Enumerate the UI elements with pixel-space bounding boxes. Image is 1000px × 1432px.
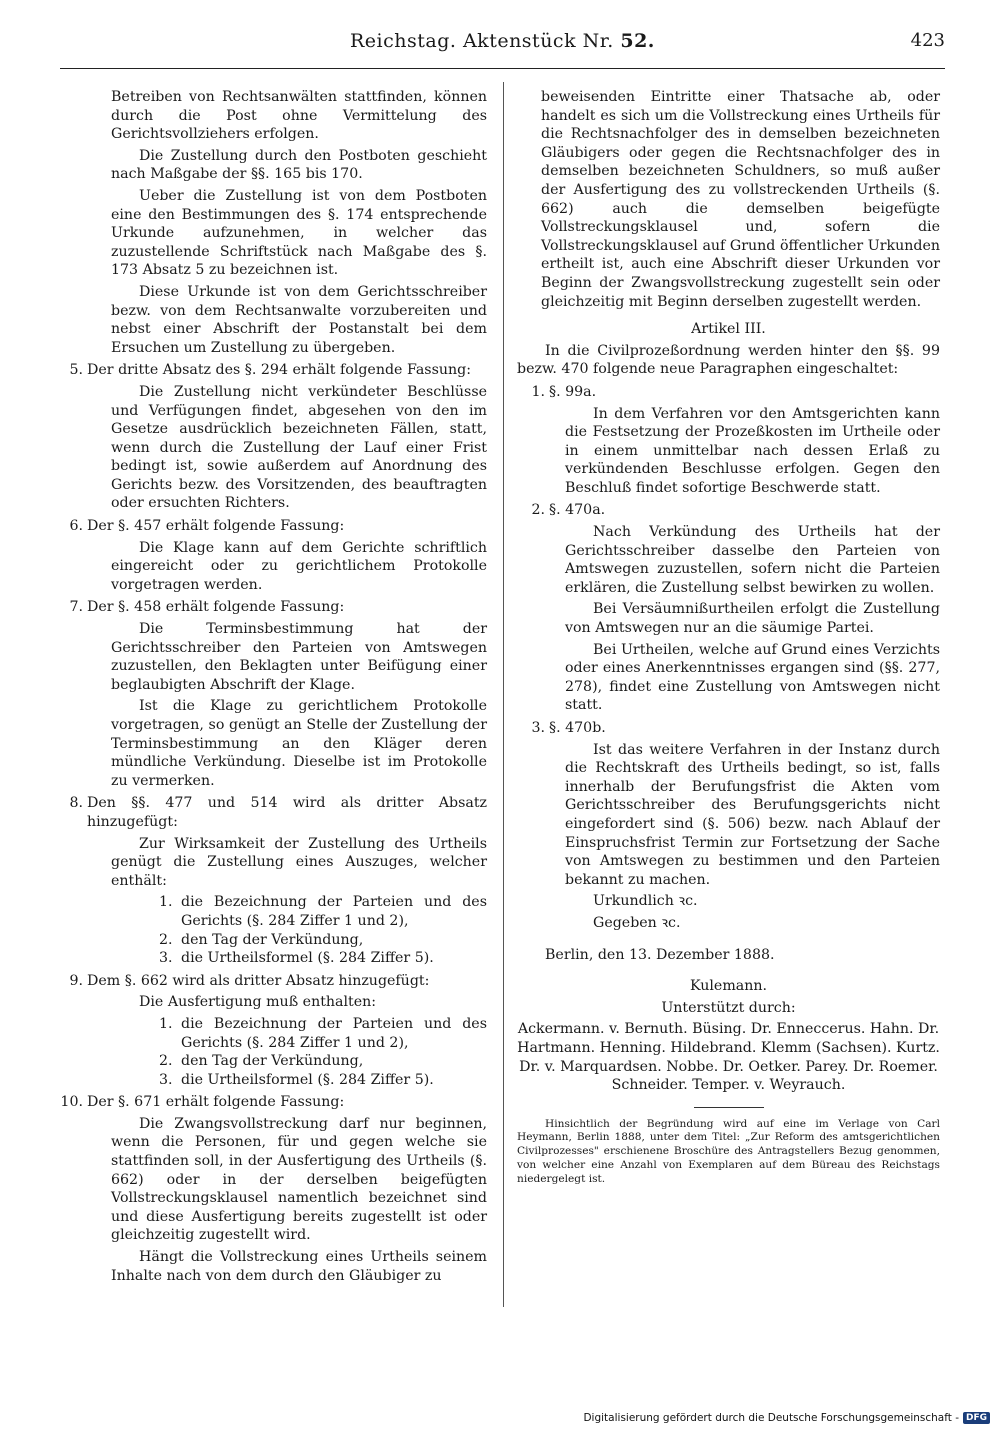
item-number: 8. <box>69 795 83 812</box>
closing-formula: Urkundlich ꝛc. <box>593 893 698 910</box>
item-heading: Den §§. 477 und 514 wird als dritter Absatz hinzugefügt: <box>87 795 487 830</box>
document-number: 52. <box>620 30 655 52</box>
item-body: Die Terminsbestimmung hat der Gerichtsschreiber den Parteien von Amtswegen zuzustellen, den Beklagten unter Beifügung einer beglaubigten Abschrift der Klage. <box>111 621 487 693</box>
item-heading: §. 99a. <box>549 383 597 400</box>
paragraph: Ueber die Zustellung ist von dem Postboten eine den Bestimmungen des §. 174 entsprechende Urkunde aufzunehmen, in welcher das zuzustellende Schriftstück nach Maßgabe des §. 173 Absatz 5 zu bezeichnen ist. <box>111 187 487 279</box>
list-text: die Bezeichnung der Parteien und des Gerichts (§. 284 Ziffer 1 und 2), <box>181 1015 487 1051</box>
article-intro: In die Civilprozeßordnung werden hinter den §§. 99 bezw. 470 folgende neue Paragraphen eingeschaltet: <box>517 342 940 378</box>
item-number: 7. <box>69 599 83 616</box>
right-column <box>517 88 940 1197</box>
item-body: Hängt die Vollstreckung eines Urtheils seinem Inhalte nach von dem durch den Gläubiger zu <box>111 1249 487 1284</box>
article-item-6 <box>55 517 487 594</box>
article-heading: Artikel III. <box>691 321 766 338</box>
left-column <box>55 88 487 1288</box>
paragraph: Betreiben von Rechtsanwälten stattfinden, können durch die Post ohne Vermittelung des Gerichtsvollziehers erfolgen. <box>111 89 487 143</box>
paragraph-item-2 <box>517 501 940 715</box>
article-item-9 <box>55 972 487 1090</box>
item-heading: Dem §. 662 wird als dritter Absatz hinzugefügt: <box>87 972 430 989</box>
list-number: 2. <box>159 931 173 948</box>
item-number: 9. <box>69 972 83 989</box>
list-text: den Tag der Verkündung, <box>181 1053 364 1070</box>
item-heading: Der §. 458 erhält folgende Fassung: <box>87 599 345 616</box>
list-number: 1. <box>159 1015 173 1032</box>
item-heading: Der §. 671 erhält folgende Fassung: <box>87 1094 345 1111</box>
supported-by-label: Unterstützt durch: <box>661 999 796 1016</box>
item-number: 5. <box>69 362 83 379</box>
paragraph: Diese Urkunde ist von dem Gerichtsschreiber bezw. von dem Rechtsanwalte vorzubereiten und nebst einer Abschrift der Postanstalt bei dem Ersuchen um Zustellung zu übergeben. <box>111 283 487 356</box>
item-body: Bei Urtheilen, welche auf Grund eines Verzichts oder eines Anerkenntnisses ergangen sind (§§. 277, 278), findet eine Zustellung von Amtswegen nicht statt. <box>565 641 940 714</box>
item-number: 3. <box>531 720 545 736</box>
footnote: Hinsichtlich der Begründung wird auf eine im Verlage von Carl Heymann, Berlin 1888, unter dem Titel: „Zur Reform des amtsgerichtlichen Civilprozesses" erschienene Broschüre des Antragstellers Bezug genommen, von welcher eine Anzahl von Exemplaren auf dem Büreau des Reichstags niedergelegt ist. <box>517 1117 940 1185</box>
article-item-8 <box>55 794 487 967</box>
item-body: Ist das weitere Verfahren in der Instanz durch die Rechtskraft des Urtheils bedingt, so ist, falls innerhalb der Berufungsfrist die Akten vom Gerichtsschreiber des Berufungsgerichts nicht eingefordert sind (§. 506) bezw. nach Ablauf der Einspruchsfrist Termin zur Fortsetzung der Sache von Amtswegen zu bestimmen und den Parteien bekannt zu machen. <box>565 741 940 888</box>
item-body: Bei Versäumnißurtheilen erfolgt die Zustellung von Amtswegen nur an die säumige Partei. <box>565 601 940 637</box>
closing-formula: Gegeben ꝛc. <box>593 914 681 931</box>
article-item-7 <box>55 598 487 790</box>
list-text: die Urtheilsformel (§. 284 Ziffer 5). <box>181 1071 434 1088</box>
date-line: Berlin, den 13. Dezember 1888. <box>545 946 775 963</box>
list-number: 2. <box>159 1053 173 1070</box>
column-divider <box>503 82 504 1307</box>
item-heading: §. 470a. <box>549 502 606 519</box>
item-body: Zur Wirksamkeit der Zustellung des Urtheils genügt die Zustellung eines Auszuges, welcher enthält: <box>111 835 487 889</box>
item-number: 6. <box>69 518 83 535</box>
item-body: Die Ausfertigung muß enthalten: <box>139 994 377 1011</box>
item-heading: §. 470b. <box>549 720 606 736</box>
page-header <box>60 30 945 60</box>
paragraph-item-1 <box>517 383 940 498</box>
list-item <box>159 931 487 950</box>
item-heading: Der §. 457 erhält folgende Fassung: <box>87 518 345 535</box>
footnote-rule <box>694 1107 764 1108</box>
signer-name: Kulemann. <box>689 978 768 995</box>
item-body: Ist die Klage zu gerichtlichem Protokolle vorgetragen, so genügt an Stelle der Zustellung der Terminsbestimmung an den Kläger deren mündliche Verkündung. Dieselbe ist im Protokolle zu vermerken. <box>111 698 487 789</box>
digitization-credit <box>583 1412 990 1424</box>
list-item <box>159 949 487 968</box>
item-body: In dem Verfahren vor den Amtsgerichten kann die Festsetzung der Prozeßkosten im Urtheile oder in einem unmittelbar nach dessen Erlaß zu verkündenden Beschlusse erfolgen. Gegen den Beschluß findet sofortige Beschwerde statt. <box>565 405 940 496</box>
item-number: 1. <box>531 383 545 400</box>
paragraph: Die Zustellung durch den Postboten geschieht nach Maßgabe der §§. 165 bis 170. <box>111 147 487 183</box>
list-text: den Tag der Verkündung, <box>181 931 364 948</box>
article-item-10 <box>55 1093 487 1285</box>
item-heading: Der dritte Absatz des §. 294 erhält folgende Fassung: <box>87 362 471 379</box>
item-body: Nach Verkündung des Urtheils hat der Gerichtsschreiber dasselbe den Parteien von Amtswegen zuzustellen, sofern nicht die Parteien erklären, die Zustellung selbst bewirken zu wollen. <box>565 524 940 596</box>
header-rule <box>60 68 945 69</box>
supporter-list: Ackermann. v. Bernuth. Büsing. Dr. Enneccerus. Hahn. Dr. Hartmann. Henning. Hildebrand. Klemm (Sachsen). Kurtz. Dr. v. Marquardsen. Nobbe. Dr. Oetker. Parey. Dr. Roemer. Schneider. Temper. v. Weyrauch. <box>517 1021 940 1094</box>
item-number: 2. <box>531 502 545 519</box>
list-number: 3. <box>159 950 173 967</box>
item-body: Die Zustellung nicht verkündeter Beschlüsse und Verfügungen findet, abgesehen von den im Gesetze ausdrücklich bezeichneten Fällen, statt, wenn durch die Zustellung der Lauf einer Frist bedingt ist, sowie außerdem auf Anordnung des Gerichts bezw. des Vorsitzenden, des beauftragten oder ersuchten Richters. <box>111 383 487 512</box>
list-item <box>159 1015 487 1052</box>
item-number: 10. <box>60 1094 83 1111</box>
continued-paragraph: beweisenden Eintritte einer Thatsache ab, oder handelt es sich um die Vollstreckung eines Urtheils für die Rechtsnachfolger des in demselben bezeichneten Gläubigers oder gegen die Rechtsnachfolger des in demselben bezeichneten Schuldners, so muß außer der Ausfertigung des zu vollstreckenden Urtheils (§. 662) auch die demselben beigefügte Vollstreckungsklausel und, sofern die Vollstreckungsklausel auf Grund öffentlicher Urkunden ertheilt ist, auch eine Abschrift dieser Urkunden vor Beginn der Zwangsvollstreckung zugestellt sein oder gleichzeitig mit Beginn derselben zugestellt werden. <box>541 89 940 310</box>
item-body: Die Klage kann auf dem Gerichte schriftlich eingereicht oder zu gerichtlichem Protokolle vorgetragen werden. <box>111 539 487 593</box>
list-number: 3. <box>159 1071 173 1088</box>
article-item-5 <box>55 361 487 513</box>
list-item <box>159 893 487 930</box>
running-title <box>350 30 655 52</box>
page-number: 423 <box>910 30 945 51</box>
paragraph-item-3 <box>517 719 940 933</box>
list-text: die Bezeichnung der Parteien und des Gerichts (§. 284 Ziffer 1 und 2), <box>181 894 487 929</box>
list-item <box>159 1071 487 1090</box>
list-item <box>159 1052 487 1071</box>
intro-block <box>55 88 487 357</box>
running-title-text: Reichstag. Aktenstück Nr. <box>350 30 614 52</box>
item-body: Die Zwangsvollstreckung darf nur beginnen, wenn die Personen, für und gegen welche sie stattfinden soll, in der Ausfertigung des Urtheils (§. 662) oder in der derselben beigefügten Vollstreckungsklausel namentlich bezeichnet sind und diese Ausfertigung bereits zugestellt ist oder gleichzeitig zugestellt wird. <box>111 1115 487 1244</box>
list-number: 1. <box>159 894 173 911</box>
credit-text: Digitalisierung gefördert durch die Deutsche Forschungsgemeinschaft - <box>583 1412 959 1424</box>
list-text: die Urtheilsformel (§. 284 Ziffer 5). <box>181 950 434 967</box>
dfg-logo-icon: DFG <box>963 1412 990 1424</box>
